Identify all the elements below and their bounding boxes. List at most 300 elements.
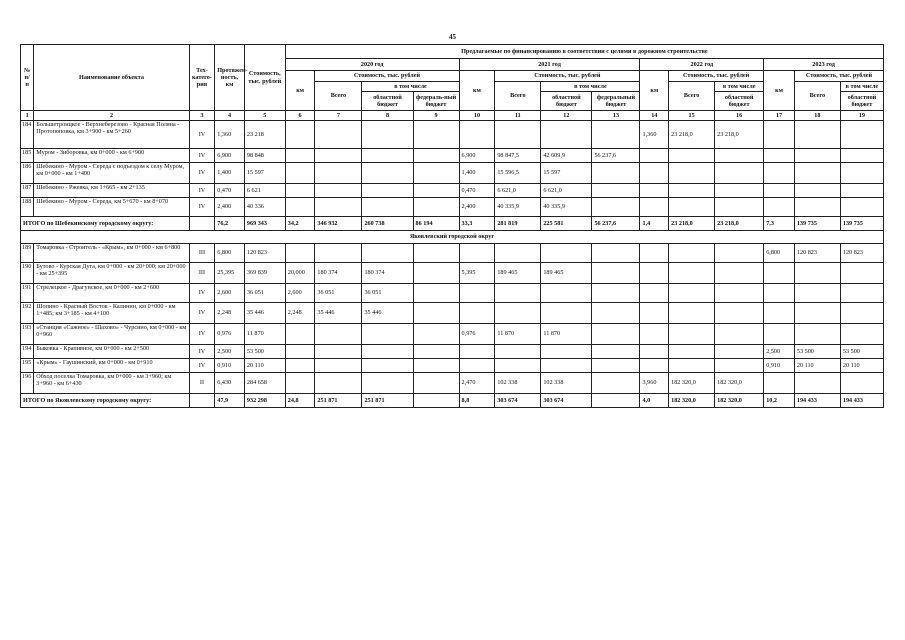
value-cell: [840, 198, 883, 217]
value-cell: [315, 359, 362, 373]
value-cell: 98 847,5: [495, 149, 541, 163]
value-cell: 2,400: [215, 198, 245, 217]
value-cell: [315, 184, 362, 198]
header-total: Всего: [495, 82, 541, 111]
header-total: Всего: [669, 82, 715, 111]
value-cell: 6,800: [764, 244, 795, 263]
category: III: [189, 263, 215, 284]
total-cell: 969 343: [244, 217, 285, 231]
category: III: [189, 244, 215, 263]
value-cell: [669, 198, 715, 217]
value-cell: 0,976: [459, 324, 495, 345]
total-cell: 23 218,0: [715, 217, 764, 231]
header-category: Тех-катего-рия: [189, 45, 215, 111]
column-number: 5: [244, 111, 285, 121]
value-cell: [715, 359, 764, 373]
value-cell: [541, 359, 592, 373]
value-cell: [794, 303, 840, 324]
value-cell: [413, 284, 459, 303]
page-number: 45: [449, 33, 456, 41]
object-name: «Крым» - Гаушинский, км 0+000 - км 0+910: [34, 359, 189, 373]
value-cell: [764, 303, 795, 324]
row-number: 194: [21, 345, 34, 359]
value-cell: 284 658: [244, 373, 285, 394]
value-cell: [840, 284, 883, 303]
value-cell: [840, 163, 883, 184]
value-cell: [285, 345, 315, 359]
value-cell: 6 621,0: [495, 184, 541, 198]
object-name: Томаровка - Строитель - «Крым», км 0+000 - км 6+800: [34, 244, 189, 263]
total-cell: 33,3: [459, 217, 495, 231]
object-name: Шебекино - Ржевка, км 1+665 - км 2+135: [34, 184, 189, 198]
header-federal: федераль-ный бюджет: [413, 92, 459, 111]
column-number: 10: [459, 111, 495, 121]
value-cell: [413, 184, 459, 198]
value-cell: [640, 184, 669, 198]
table-row: [21, 149, 884, 163]
total-cell: 34,2: [285, 217, 315, 231]
category: IV: [189, 303, 215, 324]
table-row: [21, 121, 884, 149]
value-cell: 180 374: [315, 263, 362, 284]
column-number: 8: [362, 111, 413, 121]
total-cell: [413, 394, 459, 408]
value-cell: 56 237,6: [592, 149, 640, 163]
header-regional: областной бюджет: [715, 92, 764, 111]
value-cell: 102 338: [541, 373, 592, 394]
category: IV: [189, 324, 215, 345]
value-cell: [764, 184, 795, 198]
value-cell: [362, 163, 413, 184]
category: IV: [189, 359, 215, 373]
value-cell: 6,430: [215, 373, 245, 394]
object-name: Шебекино - Муром - Середа с подъездом к селу Муром, км 0+000 - км 1+400: [34, 163, 189, 184]
value-cell: [285, 149, 315, 163]
total-cell: 281 819: [495, 217, 541, 231]
value-cell: [715, 345, 764, 359]
column-number: 9: [413, 111, 459, 121]
value-cell: 2,400: [459, 198, 495, 217]
value-cell: 6,800: [215, 244, 245, 263]
column-number: 4: [215, 111, 245, 121]
category: IV: [189, 149, 215, 163]
object-name: Обход поселка Томаровка, км 0+000 - км 3+960; км 3+960 - км 6+430: [34, 373, 189, 394]
value-cell: 120 823: [794, 244, 840, 263]
value-cell: [541, 244, 592, 263]
value-cell: 3,960: [640, 373, 669, 394]
table-row: [21, 244, 884, 263]
value-cell: [459, 345, 495, 359]
total-cell: [592, 394, 640, 408]
value-cell: [715, 244, 764, 263]
value-cell: [362, 324, 413, 345]
value-cell: 0,976: [215, 324, 245, 345]
value-cell: 20 110: [840, 359, 883, 373]
value-cell: [669, 324, 715, 345]
total-cell: [189, 217, 215, 231]
value-cell: 53 500: [840, 345, 883, 359]
column-number: 3: [189, 111, 215, 121]
value-cell: [592, 284, 640, 303]
value-cell: 2,470: [459, 373, 495, 394]
value-cell: 2,248: [215, 303, 245, 324]
value-cell: 2,500: [215, 345, 245, 359]
value-cell: [362, 359, 413, 373]
header-year-2021: 2021 год: [459, 59, 640, 71]
value-cell: [413, 303, 459, 324]
value-cell: [315, 198, 362, 217]
value-cell: [794, 284, 840, 303]
value-cell: 1,400: [459, 163, 495, 184]
header-year-2022: 2022 год: [640, 59, 764, 71]
header-name: Наименование объекта: [34, 45, 189, 111]
value-cell: [362, 121, 413, 149]
value-cell: 20,000: [285, 263, 315, 284]
value-cell: [764, 149, 795, 163]
value-cell: [459, 121, 495, 149]
row-number: 184: [21, 121, 34, 149]
value-cell: 98 848: [244, 149, 285, 163]
value-cell: [413, 373, 459, 394]
value-cell: [669, 284, 715, 303]
header-cost-block: Стоимость, тыс. рублей: [315, 71, 459, 82]
total-label: ИТОГО по Шебекинскому городскому округу:: [21, 217, 190, 231]
value-cell: [669, 359, 715, 373]
value-cell: 53 500: [794, 345, 840, 359]
value-cell: [764, 163, 795, 184]
value-cell: [413, 121, 459, 149]
value-cell: [794, 324, 840, 345]
value-cell: [592, 244, 640, 263]
value-cell: [715, 284, 764, 303]
value-cell: 2,600: [215, 284, 245, 303]
value-cell: 25,395: [215, 263, 245, 284]
column-number: 7: [315, 111, 362, 121]
value-cell: [592, 184, 640, 198]
total-cell: 346 932: [315, 217, 362, 231]
column-number: 18: [794, 111, 840, 121]
header-including: в том числе: [362, 82, 459, 92]
object-name: Быковка - Крапивное, км 0+000 - км 2+500: [34, 345, 189, 359]
value-cell: 180 374: [362, 263, 413, 284]
object-name: Шопино - Красный Восток - Калинин, км 0+000 - км 1+485; км 3+185 - км 4+100: [34, 303, 189, 324]
value-cell: [541, 303, 592, 324]
category: IV: [189, 184, 215, 198]
value-cell: [285, 121, 315, 149]
value-cell: [764, 121, 795, 149]
value-cell: [413, 244, 459, 263]
value-cell: [413, 359, 459, 373]
value-cell: [669, 244, 715, 263]
value-cell: [715, 263, 764, 284]
total-cell: 76,2: [215, 217, 245, 231]
value-cell: [794, 198, 840, 217]
value-cell: [495, 244, 541, 263]
total-cell: 7,3: [764, 217, 795, 231]
value-cell: [592, 345, 640, 359]
value-cell: 15 597: [244, 163, 285, 184]
value-cell: [315, 345, 362, 359]
column-number: 19: [840, 111, 883, 121]
value-cell: [669, 163, 715, 184]
value-cell: [495, 303, 541, 324]
value-cell: 11 870: [541, 324, 592, 345]
value-cell: [459, 284, 495, 303]
value-cell: [640, 324, 669, 345]
value-cell: [459, 359, 495, 373]
row-number: 193: [21, 324, 34, 345]
object-name: «Станция «Сажное» - Шахово» - Чурсино, км 0+000 - км 0+960: [34, 324, 189, 345]
value-cell: [715, 163, 764, 184]
value-cell: 6 621: [244, 184, 285, 198]
value-cell: [640, 244, 669, 263]
value-cell: [669, 263, 715, 284]
category: IV: [189, 198, 215, 217]
total-cell: 56 237,6: [592, 217, 640, 231]
table-row: [21, 345, 884, 359]
value-cell: [669, 345, 715, 359]
value-cell: 15 597: [541, 163, 592, 184]
header-including: в том числе: [840, 82, 883, 92]
value-cell: [495, 284, 541, 303]
value-cell: 6 621,0: [541, 184, 592, 198]
total-cell: 47,9: [215, 394, 245, 408]
category: II: [189, 373, 215, 394]
header-cost-block: Стоимость, тыс. рублей: [495, 71, 640, 82]
value-cell: [840, 263, 883, 284]
row-number: 192: [21, 303, 34, 324]
row-number: 187: [21, 184, 34, 198]
value-cell: 0,470: [215, 184, 245, 198]
column-number: 15: [669, 111, 715, 121]
value-cell: [495, 359, 541, 373]
road-financing-table: [20, 44, 884, 408]
column-number: 16: [715, 111, 764, 121]
value-cell: 11 870: [495, 324, 541, 345]
value-cell: [285, 163, 315, 184]
value-cell: [715, 149, 764, 163]
value-cell: 40 335,9: [541, 198, 592, 217]
total-cell: 139 735: [840, 217, 883, 231]
value-cell: [413, 263, 459, 284]
value-cell: [669, 149, 715, 163]
table-row: [21, 373, 884, 394]
value-cell: [541, 345, 592, 359]
value-cell: [413, 345, 459, 359]
header-km: км: [285, 71, 315, 111]
row-number: 195: [21, 359, 34, 373]
value-cell: [413, 198, 459, 217]
value-cell: 1,360: [215, 121, 245, 149]
total-cell: 1,4: [640, 217, 669, 231]
value-cell: 120 823: [244, 244, 285, 263]
total-cell: 139 735: [794, 217, 840, 231]
column-number: 14: [640, 111, 669, 121]
value-cell: [794, 263, 840, 284]
value-cell: [715, 198, 764, 217]
row-number: 186: [21, 163, 34, 184]
header-total: Всего: [315, 82, 362, 111]
value-cell: 42 609,9: [541, 149, 592, 163]
category: IV: [189, 163, 215, 184]
value-cell: 36 051: [315, 284, 362, 303]
value-cell: [315, 244, 362, 263]
table-row: [21, 163, 884, 184]
object-name: Бутово - Курская Дуга, км 0+000 - км 20+000; км 20+000 - км 25+395: [34, 263, 189, 284]
category: IV: [189, 284, 215, 303]
value-cell: [840, 303, 883, 324]
total-cell: 4,0: [640, 394, 669, 408]
value-cell: 23 218,0: [669, 121, 715, 149]
value-cell: [640, 198, 669, 217]
table-row: [21, 303, 884, 324]
total-cell: 182 320,0: [669, 394, 715, 408]
header-cost-block: Стоимость, тыс. рублей: [669, 71, 764, 82]
table-body: [21, 121, 884, 408]
value-cell: [362, 373, 413, 394]
value-cell: [794, 184, 840, 198]
value-cell: 182 320,0: [669, 373, 715, 394]
category: IV: [189, 345, 215, 359]
value-cell: [640, 345, 669, 359]
total-row: [21, 217, 884, 231]
total-cell: 194 433: [840, 394, 883, 408]
column-number: 12: [541, 111, 592, 121]
value-cell: 1,400: [215, 163, 245, 184]
value-cell: 1,360: [640, 121, 669, 149]
value-cell: [459, 244, 495, 263]
value-cell: [285, 373, 315, 394]
value-cell: [840, 121, 883, 149]
value-cell: [794, 149, 840, 163]
value-cell: 5,395: [459, 263, 495, 284]
column-number: 17: [764, 111, 795, 121]
value-cell: [592, 263, 640, 284]
row-number: 196: [21, 373, 34, 394]
category: IV: [189, 121, 215, 149]
table-row: [21, 184, 884, 198]
total-cell: 251 871: [315, 394, 362, 408]
value-cell: [840, 184, 883, 198]
total-cell: 8,8: [459, 394, 495, 408]
value-cell: 36 051: [244, 284, 285, 303]
value-cell: 120 823: [840, 244, 883, 263]
header-cost: Стоимость, тыс. рублей: [244, 45, 285, 111]
value-cell: 23 218,0: [715, 121, 764, 149]
header-regional: областной бюджет: [362, 92, 413, 111]
column-number: 6: [285, 111, 315, 121]
value-cell: [541, 121, 592, 149]
object-name: Муром - Зиборовка, км 0+000 - км 6+900: [34, 149, 189, 163]
value-cell: 102 338: [495, 373, 541, 394]
value-cell: 53 500: [244, 345, 285, 359]
header-regional: областной бюджет: [541, 92, 592, 111]
column-number: 13: [592, 111, 640, 121]
value-cell: [794, 121, 840, 149]
value-cell: 0,910: [764, 359, 795, 373]
value-cell: 40 336: [244, 198, 285, 217]
value-cell: [362, 244, 413, 263]
row-number: 189: [21, 244, 34, 263]
header-including: в том числе: [541, 82, 640, 92]
value-cell: [495, 121, 541, 149]
row-number: 190: [21, 263, 34, 284]
value-cell: [715, 324, 764, 345]
value-cell: 6,900: [459, 149, 495, 163]
object-name: Большетроицкое - Верхнеберезово - Красная Поляна - Протопоповка, км 3+900 - км 5+260: [34, 121, 189, 149]
total-cell: 303 674: [541, 394, 592, 408]
value-cell: [764, 284, 795, 303]
value-cell: 36 051: [362, 284, 413, 303]
column-number: 1: [21, 111, 34, 121]
total-cell: 260 738: [362, 217, 413, 231]
value-cell: 189 465: [495, 263, 541, 284]
value-cell: [315, 373, 362, 394]
column-number: 11: [495, 111, 541, 121]
total-cell: 303 674: [495, 394, 541, 408]
value-cell: [764, 324, 795, 345]
value-cell: 11 870: [244, 324, 285, 345]
total-cell: 182 320,0: [715, 394, 764, 408]
column-number: 2: [34, 111, 189, 121]
value-cell: 6,900: [215, 149, 245, 163]
value-cell: [413, 163, 459, 184]
value-cell: [541, 284, 592, 303]
header-length: Протяжен-ность, км: [215, 45, 245, 111]
value-cell: [840, 149, 883, 163]
value-cell: 20 110: [244, 359, 285, 373]
total-cell: 24,8: [285, 394, 315, 408]
section-title: Яковлевский городской округ: [21, 231, 884, 244]
total-label: ИТОГО по Яковлевскому городскому округу:: [21, 394, 190, 408]
value-cell: [413, 324, 459, 345]
header-km: км: [764, 71, 795, 111]
value-cell: [285, 198, 315, 217]
total-cell: 23 218,0: [669, 217, 715, 231]
row-number: 191: [21, 284, 34, 303]
value-cell: [715, 303, 764, 324]
value-cell: [640, 163, 669, 184]
value-cell: 0,470: [459, 184, 495, 198]
object-name: Стрелецкое - Драгунское, км 0+000 - км 2+600: [34, 284, 189, 303]
value-cell: [592, 163, 640, 184]
total-cell: [189, 394, 215, 408]
header-no: № п/п: [21, 45, 34, 111]
total-cell: 932 298: [244, 394, 285, 408]
value-cell: 40 335,9: [495, 198, 541, 217]
value-cell: [592, 121, 640, 149]
header-including: в том числе: [715, 82, 764, 92]
value-cell: [495, 345, 541, 359]
total-row: [21, 394, 884, 408]
value-cell: [764, 373, 795, 394]
value-cell: [794, 373, 840, 394]
value-cell: [840, 324, 883, 345]
value-cell: 182 320,0: [715, 373, 764, 394]
value-cell: 35 446: [244, 303, 285, 324]
value-cell: [362, 345, 413, 359]
value-cell: 35 446: [362, 303, 413, 324]
table-row: [21, 324, 884, 345]
value-cell: [794, 163, 840, 184]
value-cell: [285, 359, 315, 373]
total-cell: 251 871: [362, 394, 413, 408]
value-cell: [592, 359, 640, 373]
value-cell: [362, 184, 413, 198]
value-cell: [640, 284, 669, 303]
value-cell: [285, 244, 315, 263]
column-numbers-row: [21, 111, 884, 121]
